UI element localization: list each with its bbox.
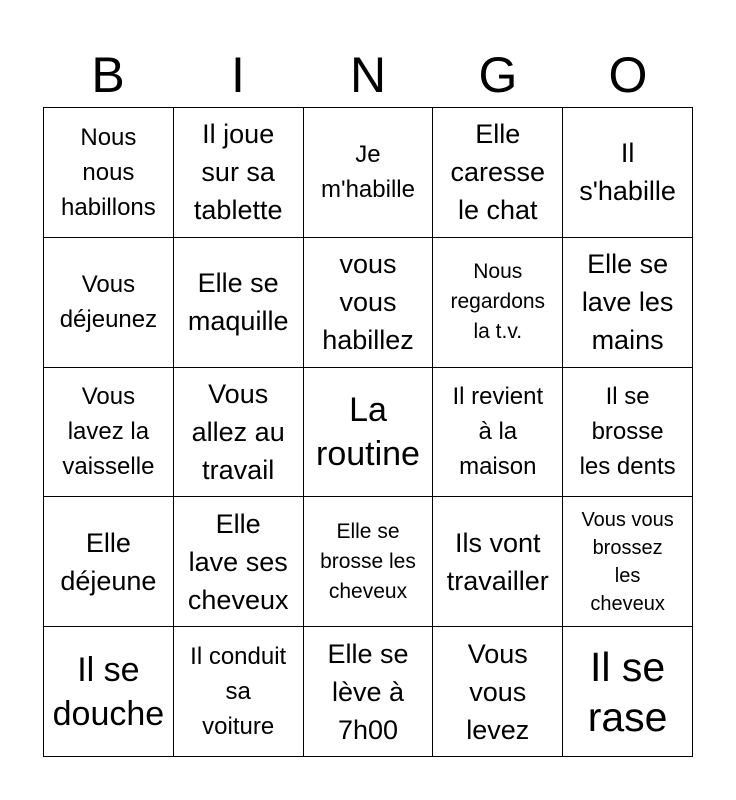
bingo-cell[interactable] xyxy=(174,627,304,757)
bingo-header xyxy=(43,44,693,106)
bingo-cell-text: Il s'habille xyxy=(579,138,676,207)
bingo-cell[interactable] xyxy=(174,108,304,238)
bingo-card-grid xyxy=(43,107,693,757)
bingo-cell[interactable] xyxy=(433,368,563,498)
bingo-cell-text: Elle se maquille xyxy=(187,268,289,337)
bingo-cell-text: Elle caresse le chat xyxy=(450,119,546,226)
bingo-cell-text: La routine xyxy=(316,390,420,473)
bingo-cell-text: Vous allez au travail xyxy=(191,378,285,485)
bingo-cell-text: Nous regardons la t.v. xyxy=(450,260,546,344)
bingo-cell-text: Elle déjeune xyxy=(60,527,157,596)
bingo-cell[interactable] xyxy=(44,108,174,238)
bingo-cell-text: Vous vous levez xyxy=(466,638,530,745)
bingo-cell[interactable] xyxy=(304,238,434,368)
bingo-cell[interactable] xyxy=(563,238,693,368)
header-letter-g: G xyxy=(478,47,518,103)
bingo-cell-text: Nous nous habillons xyxy=(61,123,156,221)
bingo-cell[interactable] xyxy=(563,497,693,627)
bingo-cell[interactable] xyxy=(44,497,174,627)
header-letter-o: O xyxy=(608,47,648,103)
bingo-cell[interactable] xyxy=(433,238,563,368)
bingo-cell-text: Elle se brosse les cheveux xyxy=(320,519,416,603)
bingo-cell-text: Ils vont travailler xyxy=(446,527,549,596)
bingo-cell-text: Il conduit sa voiture xyxy=(190,643,287,741)
bingo-cell-text: Il revient à la maison xyxy=(452,383,544,481)
bingo-cell-text: Vous déjeunez xyxy=(59,271,158,334)
bingo-cell-text: Elle se lave les mains xyxy=(581,249,674,356)
bingo-cell[interactable] xyxy=(563,108,693,238)
bingo-cell-text: vous vous habillez xyxy=(322,249,414,356)
bingo-cell[interactable] xyxy=(433,497,563,627)
bingo-cell[interactable] xyxy=(44,368,174,498)
bingo-cell[interactable] xyxy=(174,497,304,627)
bingo-cell[interactable] xyxy=(174,368,304,498)
bingo-cell[interactable] xyxy=(304,627,434,757)
bingo-cell[interactable] xyxy=(433,108,563,238)
header-letter-b: B xyxy=(91,47,125,103)
bingo-cell-text: Il joue sur sa tablette xyxy=(193,119,283,226)
bingo-cell-text: Il se rase xyxy=(587,643,668,740)
bingo-cell-text: Elle lave ses cheveux xyxy=(187,508,289,615)
bingo-cell[interactable] xyxy=(44,238,174,368)
bingo-cell[interactable] xyxy=(304,497,434,627)
bingo-cell[interactable] xyxy=(304,368,434,498)
bingo-cell[interactable] xyxy=(563,627,693,757)
header-letter-n: N xyxy=(349,47,387,103)
bingo-cell-text: Elle se lève à 7h00 xyxy=(327,638,409,745)
header-letter-i: I xyxy=(231,47,245,103)
bingo-cell-text: Vous lavez la vaisselle xyxy=(62,383,155,481)
bingo-cell[interactable] xyxy=(44,627,174,757)
bingo-cell[interactable] xyxy=(304,108,434,238)
bingo-cell[interactable] xyxy=(433,627,563,757)
bingo-cell-text: Vous vous brossez les cheveux xyxy=(581,508,674,615)
bingo-cell-text: Il se douche xyxy=(52,650,165,733)
bingo-cell[interactable] xyxy=(174,238,304,368)
bingo-cell[interactable] xyxy=(563,368,693,498)
bingo-cell-text: Il se brosse les dents xyxy=(579,383,676,481)
bingo-cell-text: Je m'habille xyxy=(321,141,415,204)
